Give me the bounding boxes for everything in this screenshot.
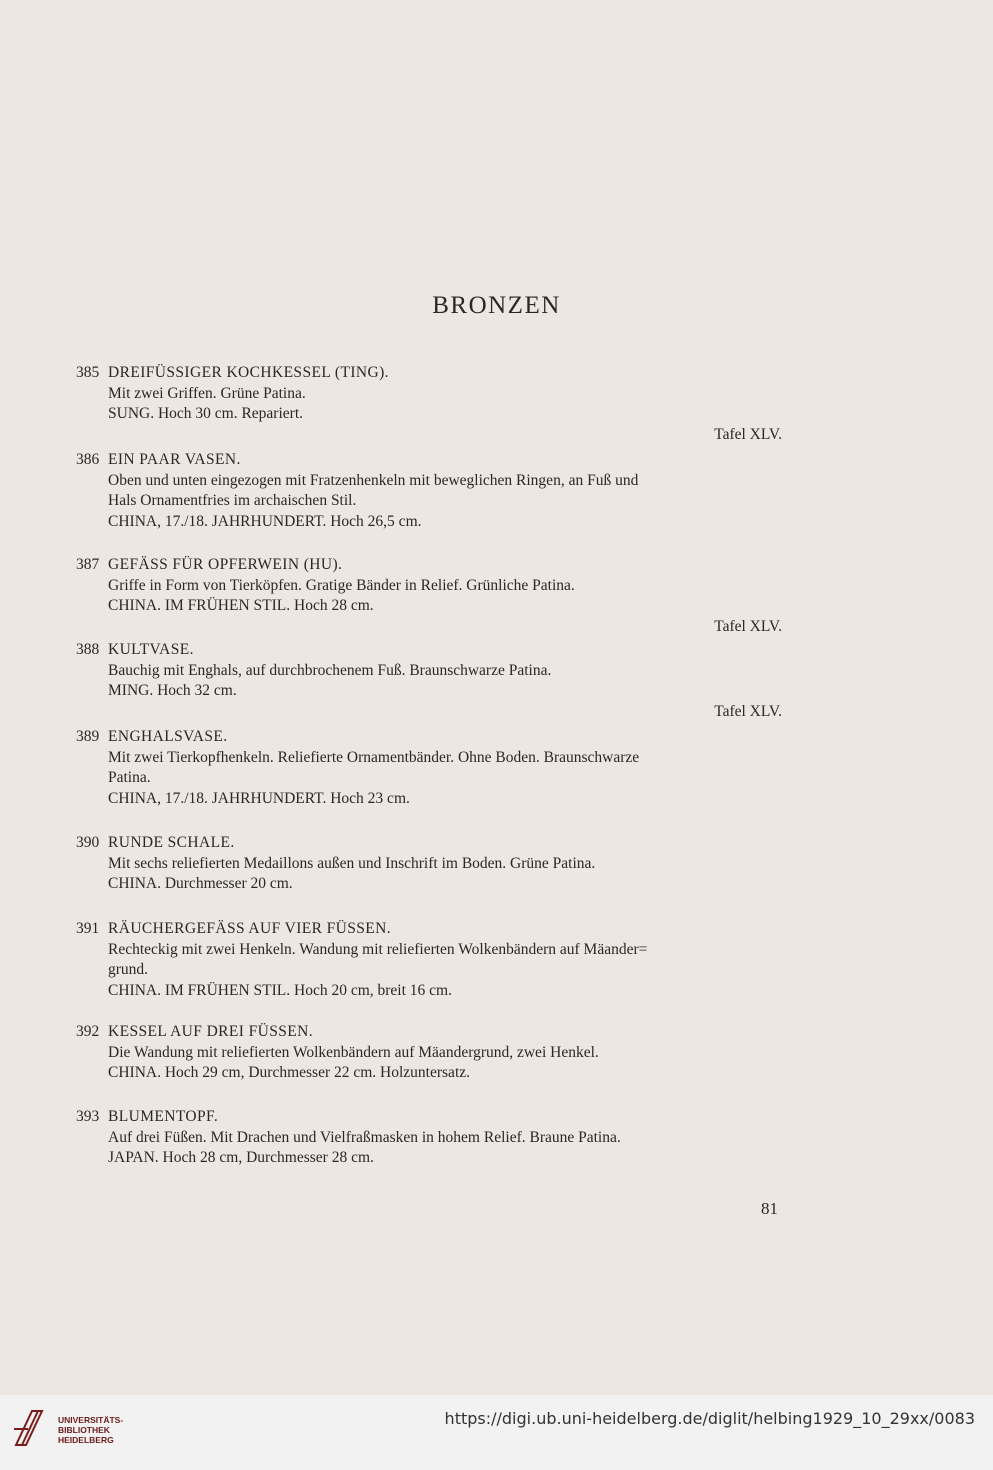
entry-number: 392	[76, 1023, 100, 1040]
entry-heading	[76, 833, 782, 854]
entry-description-line: Oben und unten eingezogen mit Fratzenhenkeln mit beweglichen Ringen, an Fuß und	[108, 471, 639, 489]
catalog-entry	[76, 640, 782, 722]
source-url-link[interactable]: https://digi.ub.uni-heidelberg.de/diglit/helbing1929_10_29xx/0083	[444, 1409, 975, 1428]
entry-number: 391	[76, 920, 100, 937]
entry-number: 390	[76, 834, 100, 851]
entry-title: RUNDE SCHALE.	[108, 834, 235, 851]
entry-number: 388	[76, 641, 100, 658]
entry-description-line: CHINA. IM FRÜHEN STIL. Hoch 20 cm, breit 16 cm.	[108, 981, 452, 999]
entry-heading	[76, 919, 782, 940]
catalog-entry	[76, 727, 782, 809]
entry-description-line: CHINA. IM FRÜHEN STIL. Hoch 28 cm.	[108, 597, 374, 614]
entry-description-line: Mit zwei Griffen. Grüne Patina.	[108, 384, 306, 402]
entry-description-line: SUNG. Hoch 30 cm. Repariert.	[108, 405, 303, 422]
entry-description-line: Mit zwei Tierkopfhenkeln. Reliefierte Ornamentbänder. Ohne Boden. Braunschwarze	[108, 748, 640, 766]
entry-heading	[76, 1022, 782, 1043]
catalog-entry	[76, 1022, 782, 1084]
entry-description-line: Patina.	[108, 769, 151, 786]
library-name-line: BIBLIOTHEK	[58, 1425, 110, 1435]
entry-title: EIN PAAR VASEN.	[108, 451, 241, 468]
entry-description-line: CHINA, 17./18. JAHRHUNDERT. Hoch 26,5 cm.	[108, 512, 422, 530]
entry-description-line: JAPAN. Hoch 28 cm, Durchmesser 28 cm.	[108, 1149, 374, 1166]
entry-title: RÄUCHERGEFÄSS AUF VIER FÜSSEN.	[108, 920, 392, 937]
library-logo-icon	[12, 1405, 48, 1449]
catalog-entry	[76, 833, 782, 895]
entry-description-line: Bauchig mit Enghals, auf durchbrochenem Fuß. Braunschwarze Patina.	[108, 661, 552, 679]
entry-heading	[76, 1107, 782, 1128]
entry-description-line: CHINA, 17./18. JAHRHUNDERT. Hoch 23 cm.	[108, 789, 410, 807]
entry-heading	[76, 450, 782, 471]
entry-description-line: Rechteckig mit zwei Henkeln. Wandung mit reliefierten Wolkenbändern auf Mäander=	[108, 940, 648, 958]
entry-description-line: Hals Ornamentfries im archaischen Stil.	[108, 492, 357, 509]
entry-description-line: MING. Hoch 32 cm.	[108, 682, 237, 699]
library-name	[58, 1415, 123, 1445]
entry-heading	[76, 727, 782, 748]
catalog-entry	[76, 1107, 782, 1169]
entry-title: GEFÄSS FÜR OPFERWEIN (HU).	[108, 556, 343, 573]
entry-description-line: Griffe in Form von Tierköpfen. Gratige Bänder in Relief. Grünliche Patina.	[108, 576, 575, 594]
entry-description-line: Die Wandung mit reliefierten Wolkenbändern auf Mäandergrund, zwei Henkel.	[108, 1043, 599, 1061]
catalog-entry	[76, 363, 782, 445]
footer-bar	[0, 1395, 993, 1470]
plate-reference: Tafel XLV.	[714, 425, 782, 443]
catalog-entry	[76, 919, 782, 1001]
entry-title: BLUMENTOPF.	[108, 1108, 219, 1125]
entry-description-line: CHINA. Hoch 29 cm, Durchmesser 22 cm. Holzuntersatz.	[108, 1064, 471, 1081]
page-number: 81	[761, 1199, 778, 1218]
entry-heading	[76, 640, 782, 661]
entry-title: KESSEL AUF DREI FÜSSEN.	[108, 1023, 313, 1040]
entry-title: DREIFÜSSIGER KOCHKESSEL (TING).	[108, 364, 389, 381]
entry-heading	[76, 363, 782, 384]
catalog-entry	[76, 450, 782, 532]
entry-description-line: Auf drei Füßen. Mit Drachen und Vielfraßmasken in hohem Relief. Braune Patina.	[108, 1128, 621, 1146]
plate-reference: Tafel XLV.	[714, 702, 782, 720]
entry-heading	[76, 555, 782, 576]
library-name-line: HEIDELBERG	[58, 1435, 114, 1445]
entry-title: KULTVASE.	[108, 641, 194, 658]
plate-reference: Tafel XLV.	[714, 617, 782, 635]
entry-description-line: CHINA. Durchmesser 20 cm.	[108, 875, 293, 892]
entry-number: 385	[76, 364, 100, 381]
entry-number: 387	[76, 556, 100, 573]
entry-number: 393	[76, 1108, 100, 1125]
catalog-entry	[76, 555, 782, 637]
entry-title: ENGHALSVASE.	[108, 728, 228, 745]
entry-number: 389	[76, 728, 100, 745]
section-title: BRONZEN	[432, 292, 561, 319]
entry-description-line: Mit sechs reliefierten Medaillons außen und Inschrift im Boden. Grüne Patina.	[108, 854, 596, 872]
library-name-line: UNIVERSITÄTS-	[58, 1415, 124, 1425]
entry-description-line: grund.	[108, 961, 149, 978]
entry-number: 386	[76, 451, 100, 468]
